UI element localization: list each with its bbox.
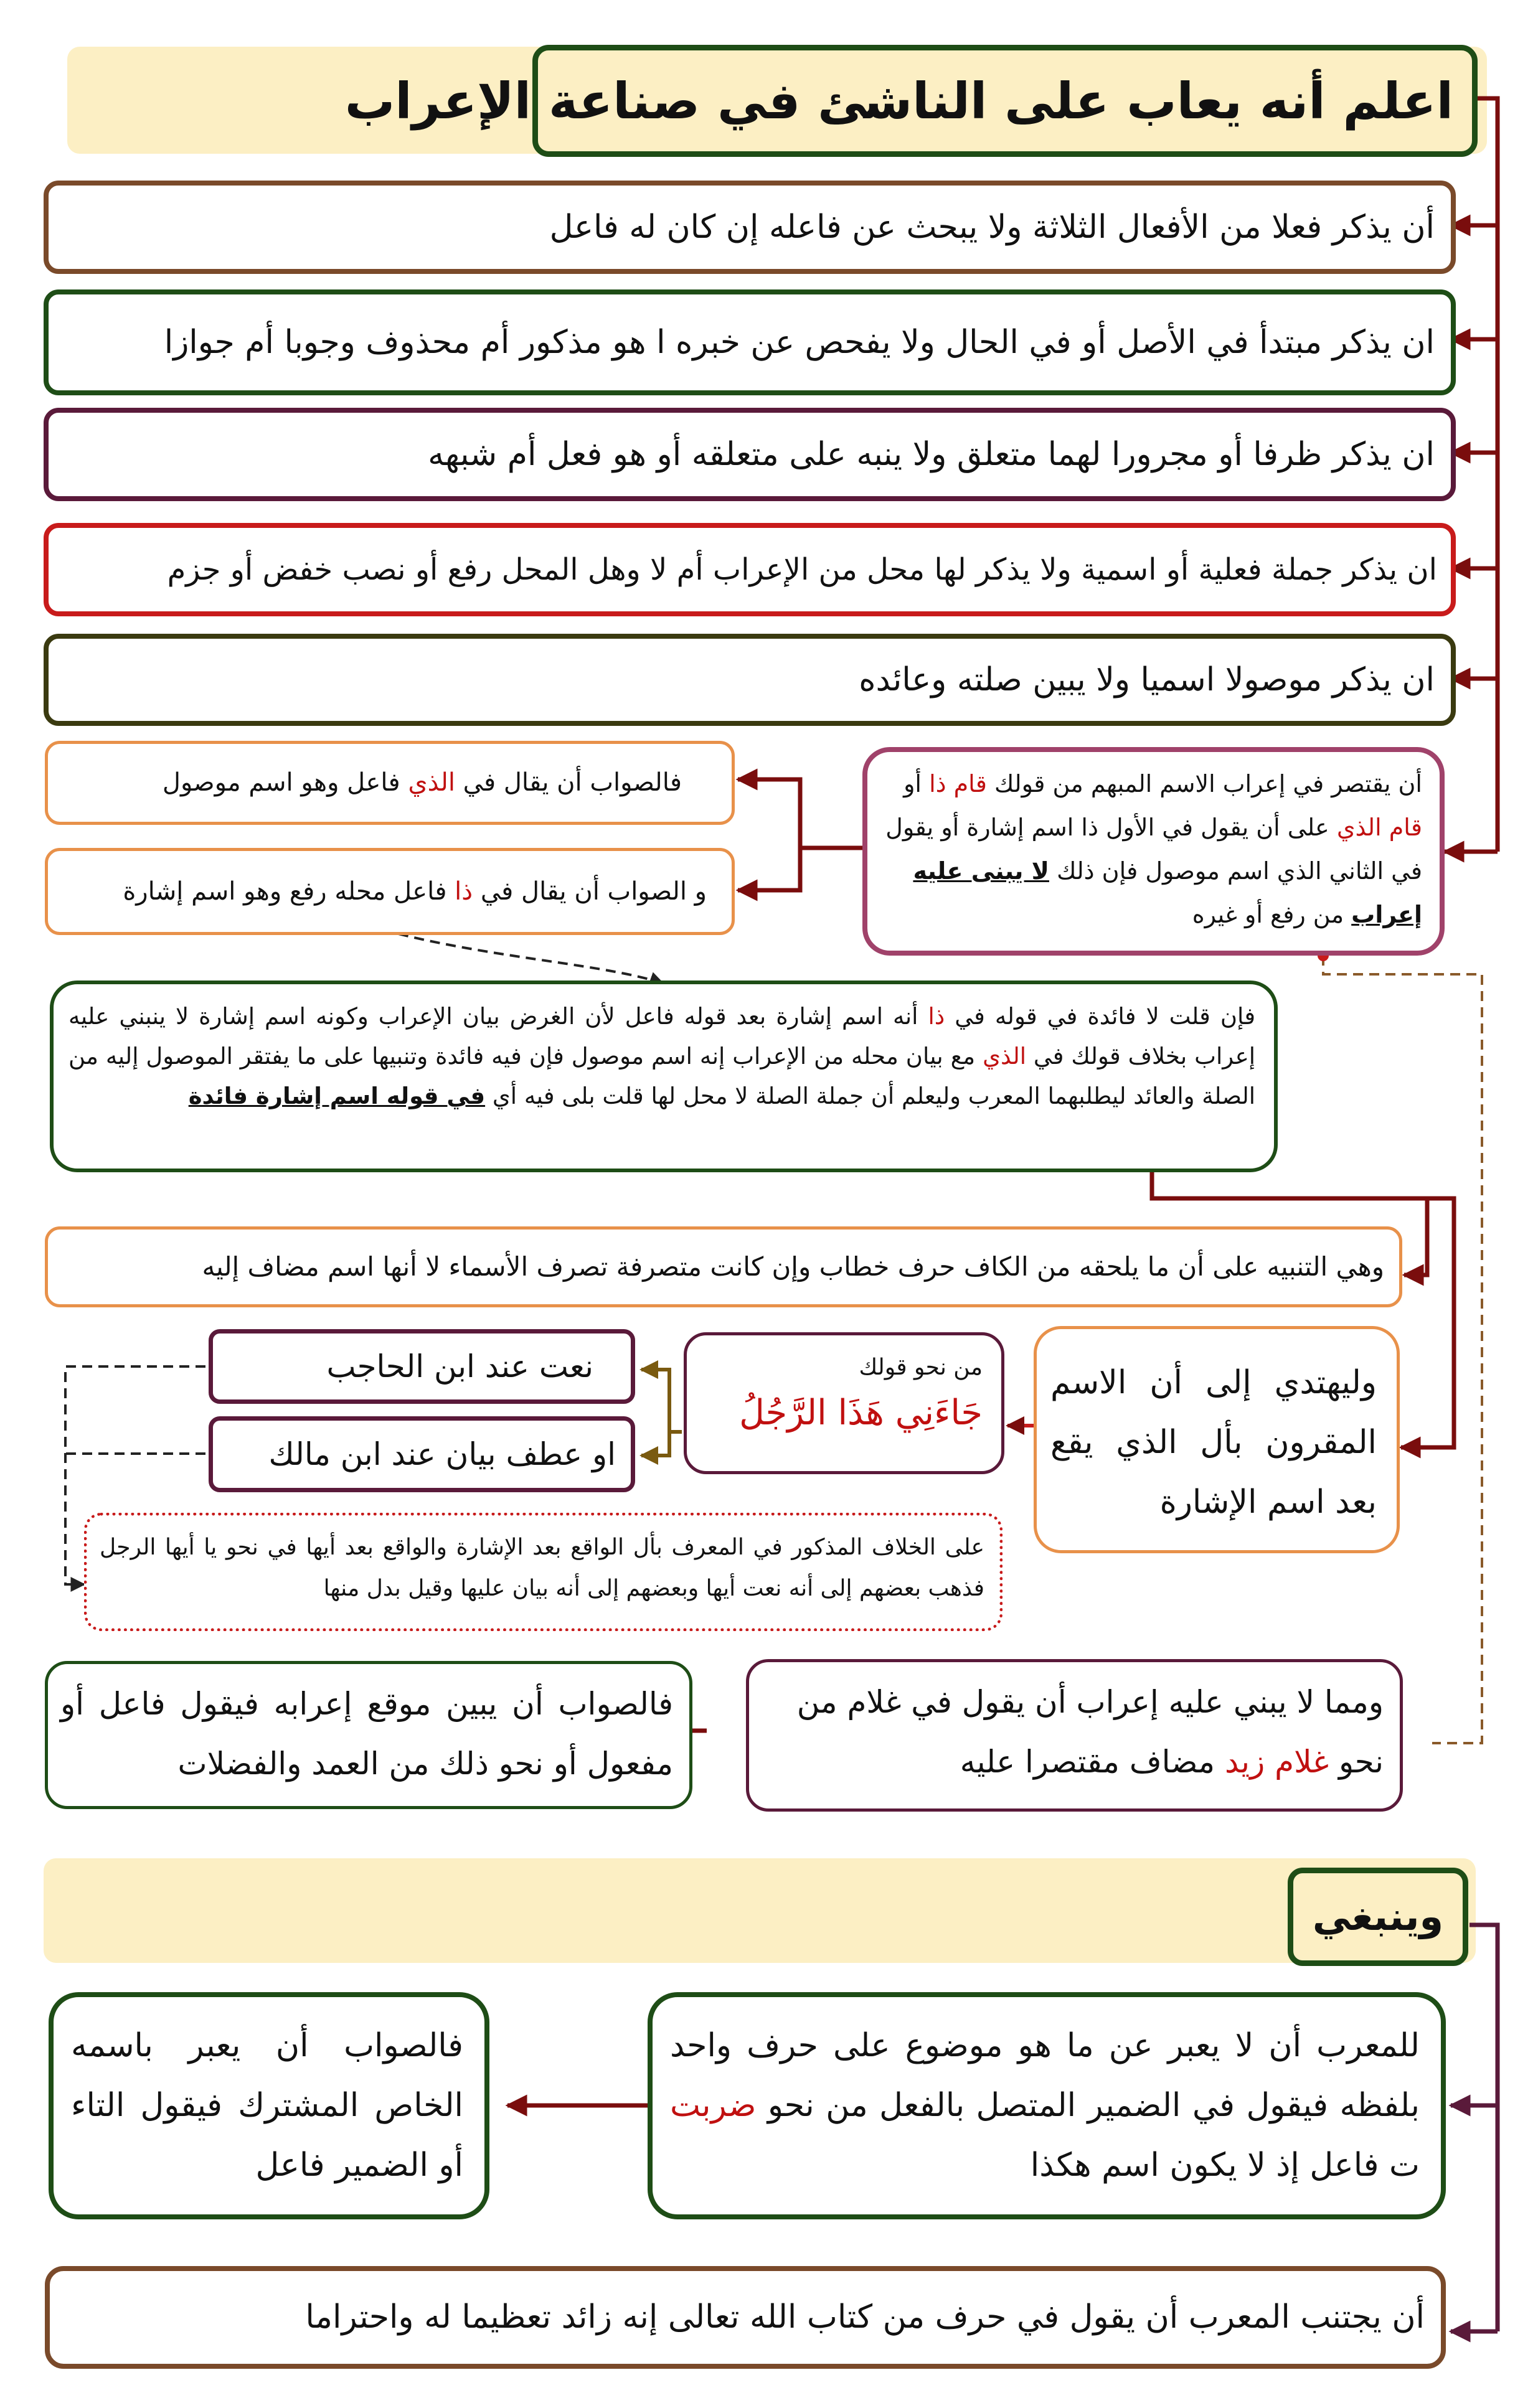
- naat-text: نعت عند ابن الحاجب: [326, 1348, 593, 1385]
- main-title-2: [1288, 1868, 1468, 1966]
- main-title-1: [344, 45, 1478, 157]
- sawab-dha-text: [48, 851, 732, 932]
- ghulam-sawab-box: [45, 1661, 692, 1809]
- ghulam-sawab-text: فالصواب أن يبين موقع إعرابه فيقول فاعل أو مفعول أو نحو ذلك من العمد والفضلات: [60, 1686, 673, 1782]
- murib-sawab-text: فالصواب أن يعبر باسمه الخاص المشترك فيقول التاء أو الضمير فاعل: [71, 2027, 463, 2184]
- mubham-p2: أو: [903, 770, 922, 797]
- mubham-p4: من رفع أو غيره: [1192, 901, 1352, 928]
- sawab-dha-p1: و الصواب أن يقال في: [473, 877, 707, 906]
- example-box: [684, 1332, 1004, 1474]
- ghulam-p2: مضاف مقتصرا عليه: [960, 1744, 1225, 1780]
- naat-box: [209, 1329, 635, 1404]
- item-3-text: ان يذكر ظرفا أو مجرورا لهما متعلق ولا ينبه على متعلقه أو هو فعل أم شبهه: [428, 436, 1435, 473]
- mubham-example-1: قام ذا: [929, 770, 987, 797]
- khilaf-text: على الخلاف المذكور في المعرف بأل الواقع بعد الإشارة والواقع بعد أيها في نحو يا أيها الرجل فذهب بعضهم إلى أنه نعت أيها وبعضهم إلى أنه بيان عليها وقيل بدل منها: [100, 1535, 984, 1601]
- sawab-alladhi-text: [48, 744, 732, 821]
- item-4-box: [44, 523, 1456, 616]
- mubham-p1: أن يقتصر في إعراب الاسم المبهم من قولك: [986, 770, 1422, 797]
- item-4-text: ان يذكر جملة فعلية أو اسمية ولا يذكر لها محل من الإعراب أم لا وهل المحل رفع أو نصب خفض أو جزم: [167, 552, 1437, 587]
- item-5-box: [44, 634, 1456, 726]
- sawab-dha-p2: فاعل محله رفع وهو اسم إشارة: [123, 877, 455, 906]
- mubham-example-2: قام الذي: [1336, 814, 1422, 841]
- ijtinab-box: [45, 2266, 1446, 2369]
- sawab-alladhi-term: الذي: [408, 768, 455, 797]
- objection-text: [54, 984, 1274, 1116]
- mubham-underlined: لا يبنى عليه إعراب: [913, 857, 1422, 928]
- item-2-box: [44, 289, 1456, 395]
- item-1-text: أن يذكر فعلا من الأفعال الثلاثة ولا يبحث عن فاعله إن كان له فاعل: [549, 209, 1435, 246]
- murib-p1: للمعرب أن لا يعبر عن ما هو موضوع على حرف واحد بلفظه فيقول في الضمير المتصل بالفعل من نحو: [670, 2027, 1420, 2124]
- item-2-text: ان يذكر مبتدأ في الأصل أو في الحال ولا يفحص عن خبره ا هو مذكور أم محذوف وجوبا أم جوازا: [164, 324, 1435, 361]
- mubham-box: [862, 747, 1445, 956]
- sawab-alladhi-p2: فاعل وهو اسم موصول: [162, 768, 408, 797]
- sawab-alladhi-box: [45, 741, 735, 825]
- murib-box: [648, 1992, 1446, 2219]
- main-title-1-text: اعلم أنه يعاب على الناشئ في صناعة الإعراب: [344, 72, 1453, 130]
- example-quote: جَاءَنِي هَذَا الرَّجُلُ: [739, 1393, 983, 1433]
- ijtinab-text: أن يجتنب المعرب أن يقول في حرف من كتاب الله تعالى إنه زائد تعظيما له واحتراما: [305, 2298, 1425, 2336]
- ghulam-box: [746, 1659, 1403, 1812]
- murib-sawab-box: [49, 1992, 489, 2219]
- main-title-2-text: وينبغي: [1312, 1894, 1444, 1939]
- ghulam-text: [749, 1662, 1400, 1792]
- ghulam-p1: ومما لا يبني عليه إعراب أن يقول في غلام من نحو: [796, 1684, 1384, 1780]
- tanbih-box: [45, 1226, 1402, 1307]
- objection-p1: فإن قلت لا فائدة في قوله في: [945, 1003, 1256, 1030]
- sawab-alladhi-p1: فالصواب أن يقال في: [455, 768, 682, 797]
- tanbih-text: وهي التنبيه على أن ما يلحقه من الكاف حرف خطاب وإن كانت متصرفة تصرف الأسماء لا أنها اسم مضاف إليه: [202, 1251, 1384, 1282]
- murib-text: [653, 1997, 1441, 2195]
- item-5-text: ان يذكر موصولا اسميا ولا يبين صلته وعائده: [859, 661, 1435, 698]
- yahtadi-text: وليهتدي إلى أن الاسم المقرون بأل الذي يقع بعد اسم الإشارة: [1050, 1364, 1377, 1521]
- ghulam-term: غلام زيد: [1224, 1744, 1329, 1780]
- objection-box: [50, 981, 1278, 1172]
- khilaf-box: [84, 1513, 1003, 1631]
- atf-text: او عطف بيان عند ابن مالك: [268, 1436, 616, 1472]
- objection-p3: مع بيان محله من الإعراب إنه اسم موصول فإن فيه فائدة وتنبيها على ما يفتقر الموصول إليه من الصلة والعائد ليطلبهما المعرب وليعلم أن جملة الصلة لا محل لها قلت بلى فيه أي: [68, 1043, 1255, 1109]
- item-1-box: [44, 181, 1456, 274]
- objection-p2: أنه اسم إشارة بعد قوله فاعل لأن الغرض بيان الإعراب وكونه اسم إشارة لا ينبني عليه إعراب بخلاف قولك في: [68, 1003, 1256, 1070]
- murib-term: ضربت: [670, 2087, 757, 2124]
- objection-term-1: ذا: [928, 1003, 945, 1030]
- mubham-p3: على أن يقول في الأول ذا اسم إشارة أو يقول في الثاني الذي اسم موصول فإن ذلك: [885, 814, 1422, 885]
- atf-box: [209, 1416, 635, 1492]
- yahtadi-box: [1034, 1326, 1400, 1553]
- murib-p2: ت فاعل إذ لا يكون اسم هكذا: [1030, 2147, 1420, 2184]
- objection-underlined: في قوله اسم إشارة فائدة: [188, 1083, 486, 1109]
- example-label: من نحو قولك: [859, 1355, 983, 1380]
- mubham-text: [867, 752, 1440, 936]
- item-3-box: [44, 408, 1456, 501]
- objection-term-2: الذي: [983, 1043, 1026, 1070]
- sawab-dha-term: ذا: [455, 877, 473, 906]
- sawab-dha-box: [45, 848, 735, 935]
